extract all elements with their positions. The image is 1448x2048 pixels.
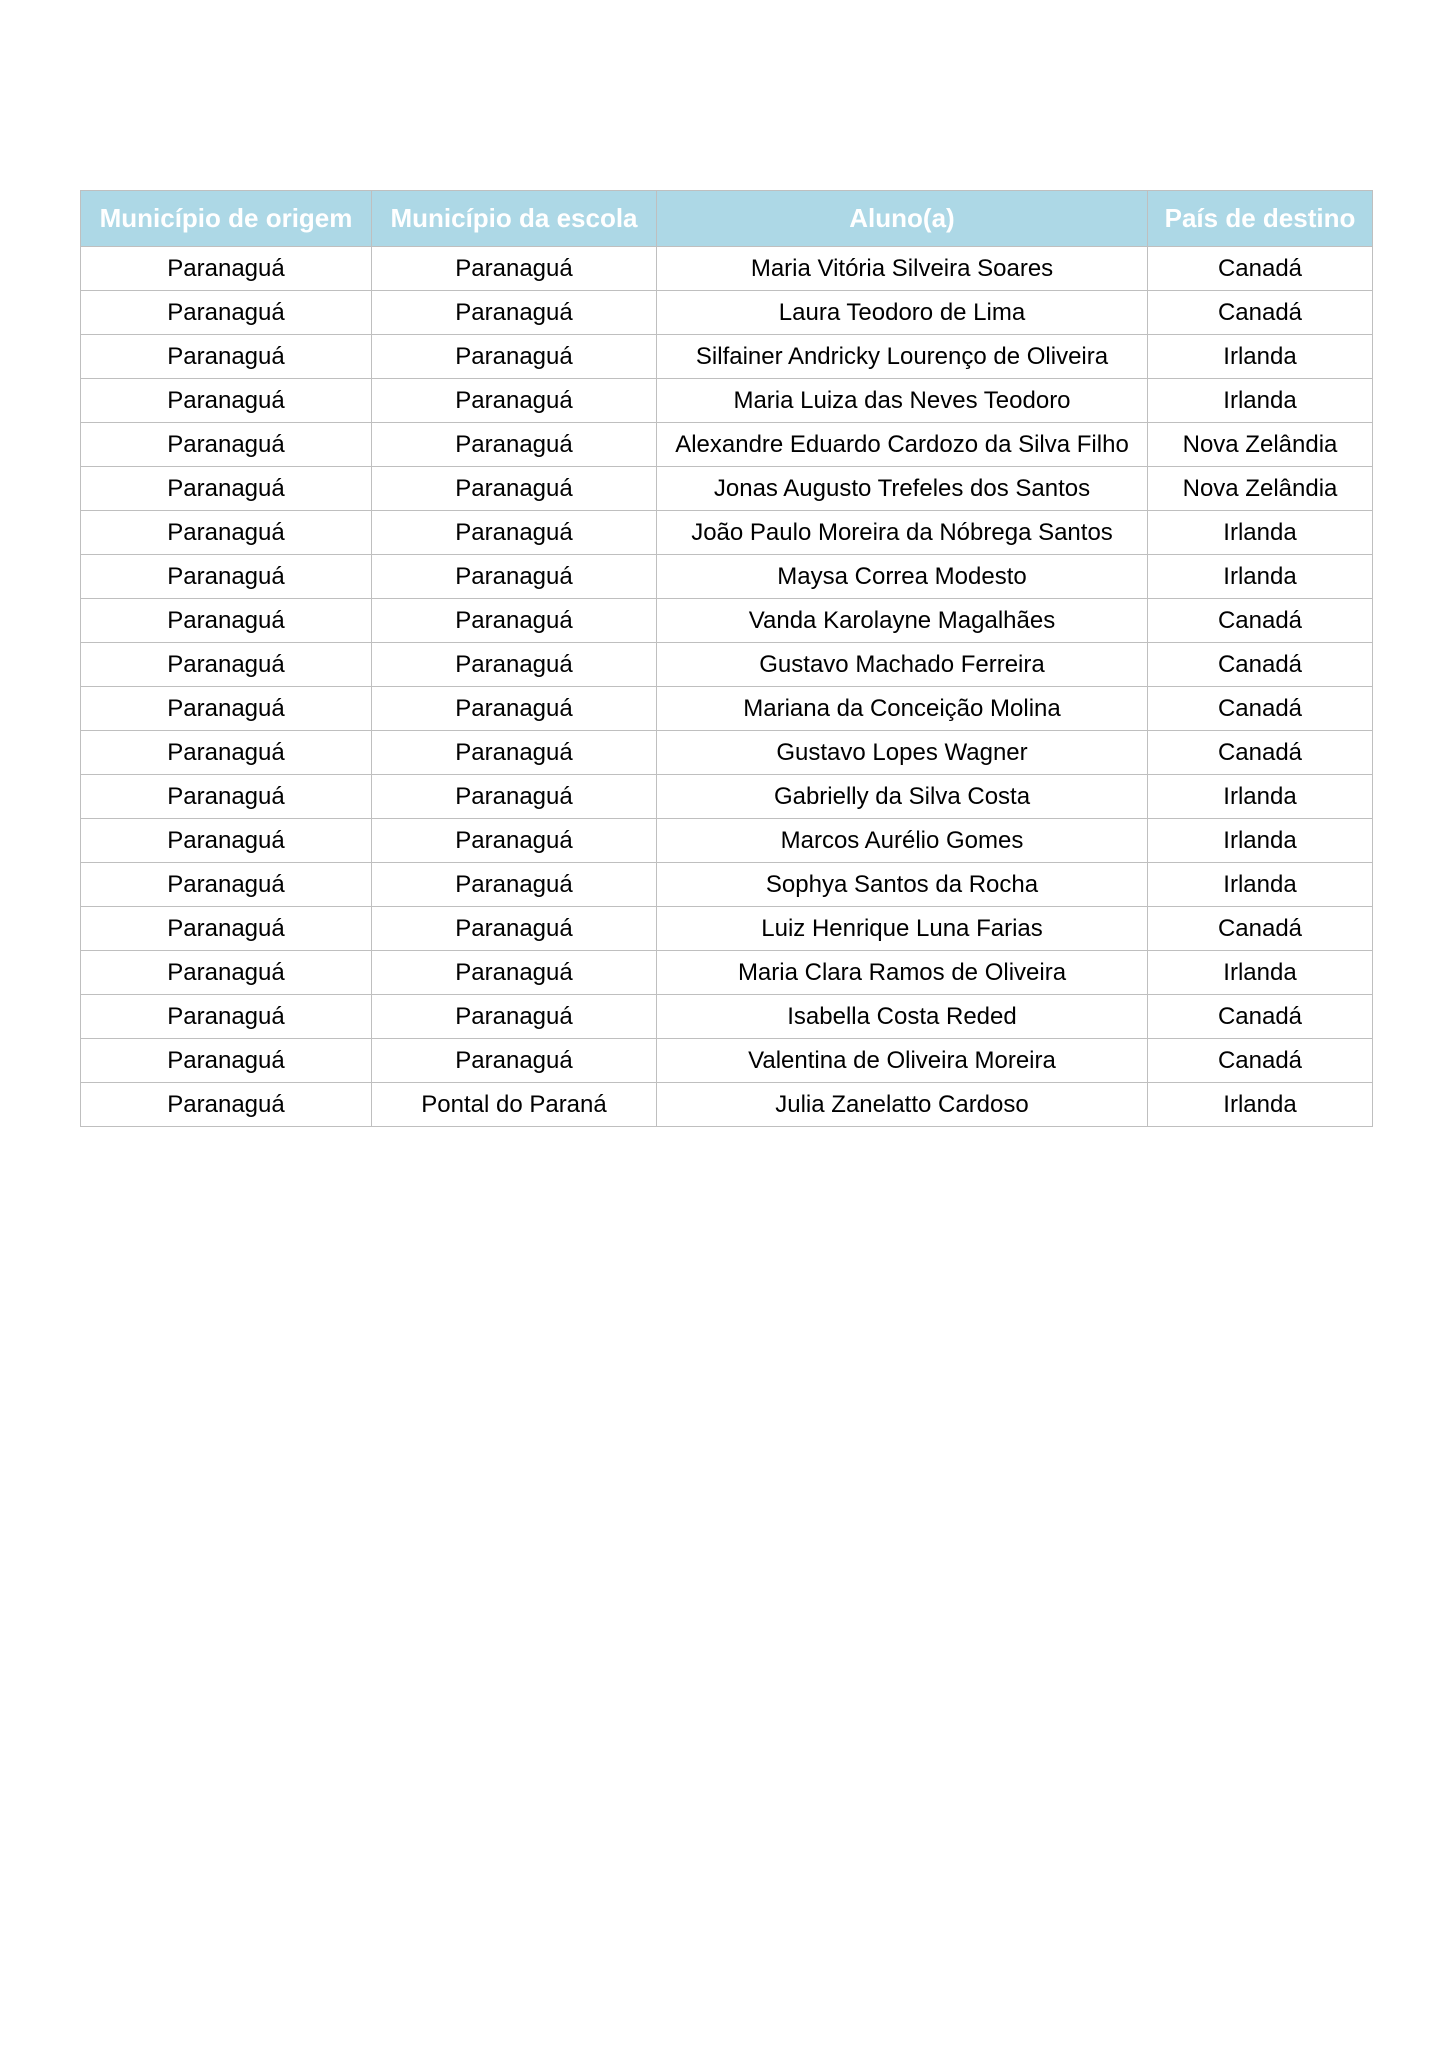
cell-municipio-escola: Paranaguá bbox=[372, 819, 657, 863]
cell-municipio-origem: Paranaguá bbox=[81, 863, 372, 907]
table-row bbox=[81, 775, 1373, 819]
cell-aluno: Julia Zanelatto Cardoso bbox=[657, 1083, 1148, 1127]
table-row bbox=[81, 247, 1373, 291]
cell-pais-destino: Canadá bbox=[1148, 247, 1373, 291]
cell-municipio-escola: Paranaguá bbox=[372, 907, 657, 951]
cell-aluno: Sophya Santos da Rocha bbox=[657, 863, 1148, 907]
cell-aluno: Gustavo Lopes Wagner bbox=[657, 731, 1148, 775]
cell-municipio-escola: Paranaguá bbox=[372, 599, 657, 643]
cell-pais-destino: Irlanda bbox=[1148, 555, 1373, 599]
cell-aluno: João Paulo Moreira da Nóbrega Santos bbox=[657, 511, 1148, 555]
table-row bbox=[81, 1083, 1373, 1127]
cell-pais-destino: Canadá bbox=[1148, 995, 1373, 1039]
cell-municipio-escola: Paranaguá bbox=[372, 335, 657, 379]
cell-aluno: Luiz Henrique Luna Farias bbox=[657, 907, 1148, 951]
table-row bbox=[81, 907, 1373, 951]
table-row bbox=[81, 379, 1373, 423]
cell-pais-destino: Irlanda bbox=[1148, 1083, 1373, 1127]
cell-municipio-origem: Paranaguá bbox=[81, 555, 372, 599]
cell-aluno: Marcos Aurélio Gomes bbox=[657, 819, 1148, 863]
cell-aluno: Maria Clara Ramos de Oliveira bbox=[657, 951, 1148, 995]
header-pais-destino: País de destino bbox=[1148, 191, 1373, 247]
cell-municipio-origem: Paranaguá bbox=[81, 687, 372, 731]
cell-pais-destino: Canadá bbox=[1148, 687, 1373, 731]
table-row bbox=[81, 863, 1373, 907]
table-row bbox=[81, 335, 1373, 379]
cell-municipio-origem: Paranaguá bbox=[81, 1083, 372, 1127]
cell-municipio-origem: Paranaguá bbox=[81, 599, 372, 643]
cell-municipio-escola: Paranaguá bbox=[372, 775, 657, 819]
cell-municipio-escola: Paranaguá bbox=[372, 379, 657, 423]
cell-municipio-origem: Paranaguá bbox=[81, 467, 372, 511]
cell-aluno: Maysa Correa Modesto bbox=[657, 555, 1148, 599]
cell-pais-destino: Irlanda bbox=[1148, 335, 1373, 379]
table-row bbox=[81, 951, 1373, 995]
cell-municipio-origem: Paranaguá bbox=[81, 907, 372, 951]
table-row bbox=[81, 687, 1373, 731]
cell-pais-destino: Canadá bbox=[1148, 643, 1373, 687]
header-municipio-origem: Município de origem bbox=[81, 191, 372, 247]
cell-municipio-escola: Paranaguá bbox=[372, 291, 657, 335]
cell-municipio-escola: Paranaguá bbox=[372, 467, 657, 511]
cell-pais-destino: Irlanda bbox=[1148, 951, 1373, 995]
cell-pais-destino: Irlanda bbox=[1148, 819, 1373, 863]
table-row bbox=[81, 423, 1373, 467]
table-row bbox=[81, 643, 1373, 687]
cell-municipio-escola: Paranaguá bbox=[372, 951, 657, 995]
table-row bbox=[81, 555, 1373, 599]
cell-municipio-origem: Paranaguá bbox=[81, 511, 372, 555]
cell-municipio-escola: Paranaguá bbox=[372, 687, 657, 731]
table-row bbox=[81, 291, 1373, 335]
cell-pais-destino: Irlanda bbox=[1148, 863, 1373, 907]
cell-aluno: Gabrielly da Silva Costa bbox=[657, 775, 1148, 819]
cell-municipio-escola: Pontal do Paraná bbox=[372, 1083, 657, 1127]
cell-municipio-origem: Paranaguá bbox=[81, 643, 372, 687]
cell-aluno: Valentina de Oliveira Moreira bbox=[657, 1039, 1148, 1083]
cell-aluno: Vanda Karolayne Magalhães bbox=[657, 599, 1148, 643]
table-row bbox=[81, 995, 1373, 1039]
cell-pais-destino: Canadá bbox=[1148, 291, 1373, 335]
cell-municipio-escola: Paranaguá bbox=[372, 1039, 657, 1083]
cell-aluno: Maria Luiza das Neves Teodoro bbox=[657, 379, 1148, 423]
cell-municipio-origem: Paranaguá bbox=[81, 731, 372, 775]
cell-aluno: Alexandre Eduardo Cardozo da Silva Filho bbox=[657, 423, 1148, 467]
table-row bbox=[81, 467, 1373, 511]
table-row bbox=[81, 731, 1373, 775]
cell-aluno: Silfainer Andricky Lourenço de Oliveira bbox=[657, 335, 1148, 379]
cell-municipio-escola: Paranaguá bbox=[372, 247, 657, 291]
table-header bbox=[81, 191, 1373, 247]
cell-aluno: Gustavo Machado Ferreira bbox=[657, 643, 1148, 687]
table-row bbox=[81, 511, 1373, 555]
cell-municipio-origem: Paranaguá bbox=[81, 291, 372, 335]
cell-pais-destino: Irlanda bbox=[1148, 379, 1373, 423]
cell-pais-destino: Nova Zelândia bbox=[1148, 423, 1373, 467]
cell-aluno: Mariana da Conceição Molina bbox=[657, 687, 1148, 731]
cell-municipio-origem: Paranaguá bbox=[81, 775, 372, 819]
cell-municipio-origem: Paranaguá bbox=[81, 951, 372, 995]
cell-municipio-escola: Paranaguá bbox=[372, 555, 657, 599]
cell-municipio-origem: Paranaguá bbox=[81, 335, 372, 379]
cell-pais-destino: Canadá bbox=[1148, 907, 1373, 951]
cell-pais-destino: Irlanda bbox=[1148, 775, 1373, 819]
cell-aluno: Jonas Augusto Trefeles dos Santos bbox=[657, 467, 1148, 511]
cell-pais-destino: Canadá bbox=[1148, 1039, 1373, 1083]
table-row bbox=[81, 599, 1373, 643]
header-row bbox=[81, 191, 1373, 247]
cell-municipio-origem: Paranaguá bbox=[81, 819, 372, 863]
cell-pais-destino: Nova Zelândia bbox=[1148, 467, 1373, 511]
cell-municipio-escola: Paranaguá bbox=[372, 995, 657, 1039]
cell-aluno: Laura Teodoro de Lima bbox=[657, 291, 1148, 335]
cell-pais-destino: Irlanda bbox=[1148, 511, 1373, 555]
cell-aluno: Isabella Costa Reded bbox=[657, 995, 1148, 1039]
cell-pais-destino: Canadá bbox=[1148, 599, 1373, 643]
students-table bbox=[80, 190, 1373, 1127]
cell-municipio-escola: Paranaguá bbox=[372, 511, 657, 555]
table-row bbox=[81, 1039, 1373, 1083]
cell-aluno: Maria Vitória Silveira Soares bbox=[657, 247, 1148, 291]
cell-municipio-escola: Paranaguá bbox=[372, 423, 657, 467]
header-municipio-escola: Município da escola bbox=[372, 191, 657, 247]
table-body bbox=[81, 247, 1373, 1127]
cell-municipio-origem: Paranaguá bbox=[81, 995, 372, 1039]
cell-pais-destino: Canadá bbox=[1148, 731, 1373, 775]
cell-municipio-origem: Paranaguá bbox=[81, 1039, 372, 1083]
cell-municipio-escola: Paranaguá bbox=[372, 863, 657, 907]
header-aluno: Aluno(a) bbox=[657, 191, 1148, 247]
cell-municipio-escola: Paranaguá bbox=[372, 643, 657, 687]
cell-municipio-origem: Paranaguá bbox=[81, 423, 372, 467]
cell-municipio-origem: Paranaguá bbox=[81, 247, 372, 291]
table-row bbox=[81, 819, 1373, 863]
cell-municipio-origem: Paranaguá bbox=[81, 379, 372, 423]
cell-municipio-escola: Paranaguá bbox=[372, 731, 657, 775]
